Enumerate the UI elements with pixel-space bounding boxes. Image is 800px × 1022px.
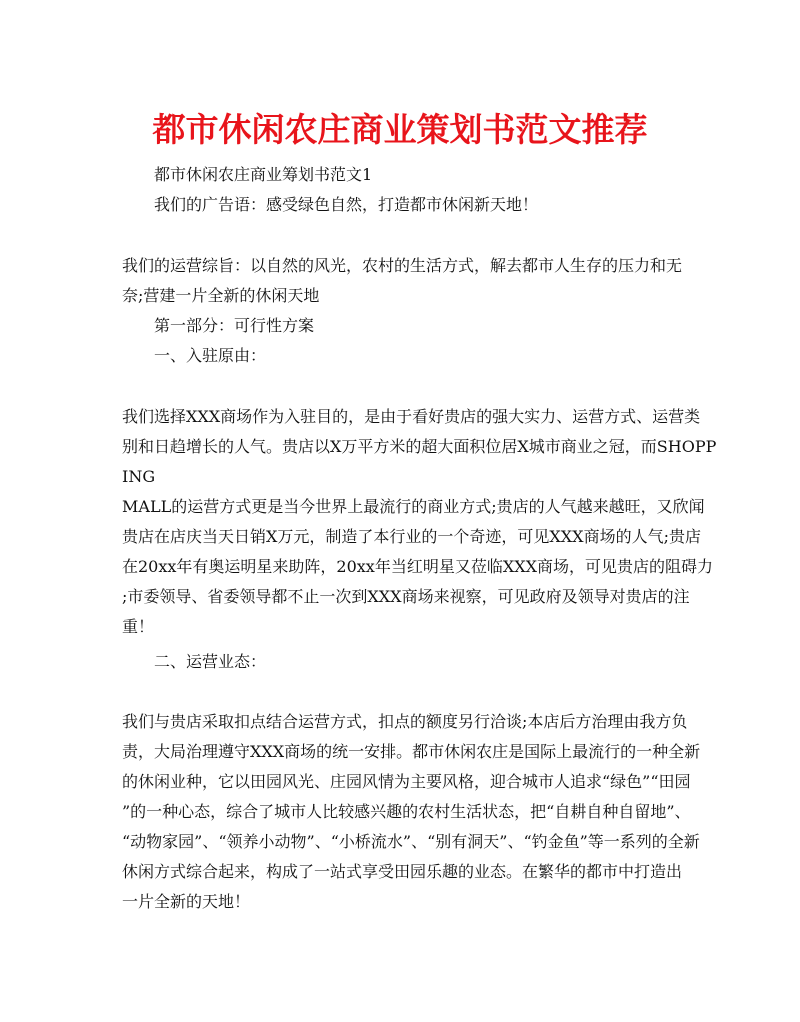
aim-line: 奈;营建一片全新的休闲天地 (122, 286, 320, 305)
reason-line: 重！ (122, 617, 155, 636)
format-paragraph (122, 707, 701, 917)
slogan-line: 我们的广告语：感受绿色自然，打造都市休闲新天地！ (154, 195, 539, 214)
reason-line: 我们选择XXX商场作为入驻目的，是由于看好贵店的强大实力、运营方式、运营类 (122, 407, 701, 426)
format-line: “动物家园”、“领养小动物”、“小桥流水”、“别有洞天”、“钓金鱼”等一系列的全新 (122, 832, 700, 851)
part-one-heading: 第一部分：可行性方案 (154, 316, 315, 335)
format-line: ”的一种心态，综合了城市人比较感兴趣的农村生活状态，把“自耕自种自留地”、 (122, 802, 691, 821)
section-one-heading: 一、入驻原由： (154, 346, 267, 365)
reason-line: 在20xx年有奥运明星来助阵，20xx年当红明星又莅临XXX商场，可见贵店的阻碍力 (122, 557, 713, 576)
format-line: 一片全新的天地！ (122, 892, 251, 911)
format-line: 的休闲业种，它以田园风光、庄园风情为主要风格，迎合城市人追求“绿色”“田园 (122, 772, 691, 791)
aim-line: 我们的运营综旨：以自然的风光，农村的生活方式，解去都市人生存的压力和无 (122, 256, 683, 275)
subtitle-line: 都市休闲农庄商业筹划书范文1 (154, 165, 373, 184)
reason-line: ING (122, 467, 156, 486)
reason-line: 别和日趋增长的人气。贵店以X万平方米的超大面积位居X城市商业之冠，而SHOPP (122, 437, 717, 456)
aim-paragraph (122, 251, 690, 311)
section-two-heading: 二、运营业态： (154, 652, 267, 671)
reason-line: MALL的运营方式更是当今世界上最流行的商业方式;贵店的人气越来越旺，又欣闻 (122, 497, 705, 516)
format-line: 休闲方式综合起来，构成了一站式享受田园乐趣的业态。在繁华的都市中打造出 (122, 862, 683, 881)
format-line: 责，大局治理遵守XXX商场的统一安排。都市休闲农庄是国际上最流行的一种全新 (122, 742, 701, 761)
document-title: 都市休闲农庄商业策划书范文推荐 (152, 110, 648, 149)
reason-line: 贵店在店庆当天日销X万元，制造了本行业的一个奇迹，可见XXX商场的人气;贵店 (122, 527, 701, 546)
reason-paragraph (122, 402, 717, 642)
format-line: 我们与贵店采取扣点结合运营方式，扣点的额度另行洽谈;本店后方治理由我方负 (122, 712, 688, 731)
reason-line: ;市委领导、省委领导都不止一次到XXX商场来视察，可见政府及领导对贵店的注 (122, 587, 690, 606)
